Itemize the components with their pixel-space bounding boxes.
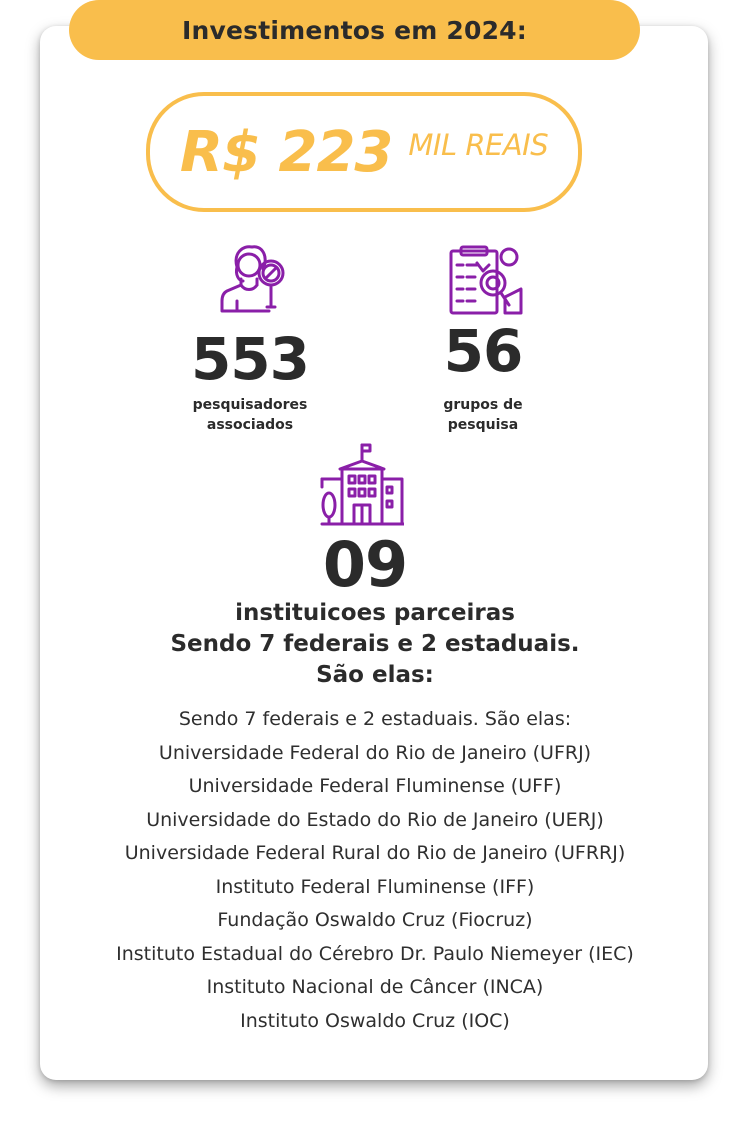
institution-list — [0, 703, 750, 1038]
header-banner — [69, 0, 640, 60]
investment-unit: MIL REAIS — [408, 128, 549, 162]
list-item: Sendo 7 federais e 2 estaduais. São elas: — [178, 708, 572, 730]
research-clipboard-icon — [449, 245, 523, 317]
institutions-count: 09 — [322, 528, 408, 601]
groups-label-line1: grupos de — [443, 397, 523, 413]
list-item: Fundação Oswaldo Cruz (Fiocruz) — [217, 909, 533, 931]
researcher-magnifier-icon — [219, 241, 291, 313]
institutions-summary — [0, 598, 750, 691]
investment-amount: R$ 223 — [179, 119, 393, 185]
institutions-summary-line2: Sendo 7 federais e 2 estaduais. — [170, 631, 580, 657]
groups-label-line2: pesquisa — [447, 417, 519, 433]
institution-building-icon — [320, 443, 404, 527]
list-item: Universidade Federal Fluminense (UFF) — [188, 775, 562, 797]
researchers-label — [150, 395, 350, 435]
researchers-label-line2: associados — [206, 417, 294, 433]
researchers-label-line1: pesquisadores — [192, 397, 308, 413]
groups-count: 56 — [443, 317, 523, 385]
list-item: Instituto Nacional de Câncer (INCA) — [206, 976, 544, 998]
list-item: Instituto Estadual do Cérebro Dr. Paulo Niemeyer (IEC) — [116, 942, 634, 965]
list-item: Universidade Federal Rural do Rio de Janeiro (UFRRJ) — [124, 842, 626, 864]
researchers-count: 553 — [190, 325, 310, 393]
investment-amount-box — [146, 92, 582, 212]
list-item: Universidade do Estado do Rio de Janeiro (UERJ) — [146, 808, 604, 831]
list-item: Universidade Federal do Rio de Janeiro (UFRJ) — [158, 741, 592, 764]
groups-label — [383, 395, 583, 435]
institutions-summary-line3: São elas: — [316, 662, 434, 688]
list-item: Instituto Federal Fluminense (IFF) — [215, 875, 535, 898]
header-title: Investimentos em 2024: — [182, 15, 527, 45]
institutions-summary-line1: instituicoes parceiras — [235, 600, 515, 626]
list-item: Instituto Oswaldo Cruz (IOC) — [240, 1009, 510, 1032]
